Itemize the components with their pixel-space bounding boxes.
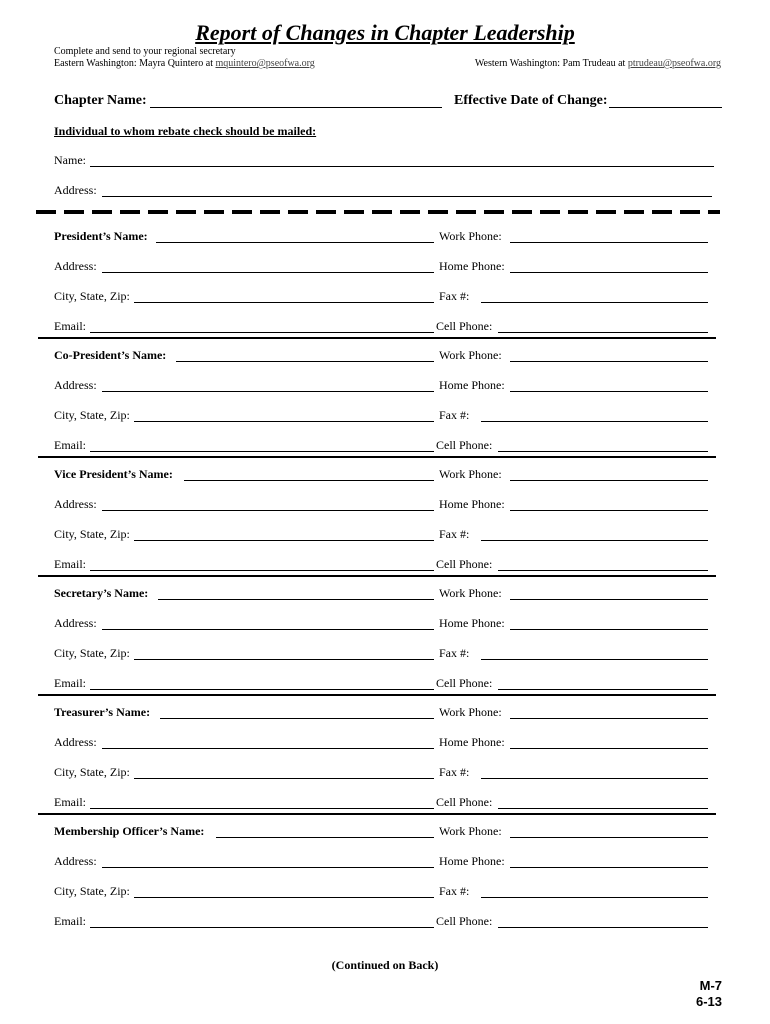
section-divider xyxy=(38,337,716,339)
president-city-row xyxy=(54,288,710,304)
rebate-name-label: Name: xyxy=(54,153,86,167)
membership-officer-email-row xyxy=(54,913,710,929)
secretary-cell-field[interactable] xyxy=(498,689,708,690)
membership-officer-fax-field[interactable] xyxy=(481,897,708,898)
secretary-city-row xyxy=(54,645,710,661)
secretary-fax-label: Fax #: xyxy=(439,646,470,660)
treasurer-cell-field[interactable] xyxy=(498,808,708,809)
secretary-home-field[interactable] xyxy=(510,629,708,630)
rebate-name-field[interactable] xyxy=(90,166,714,167)
western-contact-label: Western Washington: Pam Trudeau at xyxy=(474,58,628,69)
treasurer-address-label: Address: xyxy=(54,735,97,749)
membership-officer-address-label: Address: xyxy=(54,854,97,868)
vice-president-work-label: Work Phone: xyxy=(439,467,502,481)
treasurer-work-field[interactable] xyxy=(510,718,708,719)
page-title: Report of Changes in Chapter Leadership xyxy=(195,20,575,45)
vice-president-title-field[interactable] xyxy=(184,480,434,481)
co-president-home-field[interactable] xyxy=(510,391,708,392)
section-divider xyxy=(38,456,716,458)
vice-president-city-label: City, State, Zip: xyxy=(54,527,130,541)
president-email-row xyxy=(54,318,710,334)
rebate-address-row xyxy=(54,184,712,198)
co-president-address-field[interactable] xyxy=(102,391,434,392)
section-divider xyxy=(38,694,716,696)
co-president-work-field[interactable] xyxy=(510,361,708,362)
secretary-email-label: Email: xyxy=(54,676,86,690)
vice-president-email-label: Email: xyxy=(54,557,86,571)
membership-officer-city-row xyxy=(54,883,710,899)
co-president-fax-field[interactable] xyxy=(481,421,708,422)
membership-officer-title-row xyxy=(54,823,710,839)
chapter-name-field[interactable] xyxy=(150,107,442,108)
membership-officer-cell-label: Cell Phone: xyxy=(436,914,493,928)
president-section xyxy=(54,228,710,347)
president-address-field[interactable] xyxy=(102,272,434,273)
vice-president-city-row xyxy=(54,526,710,542)
membership-officer-work-field[interactable] xyxy=(510,837,708,838)
membership-officer-section xyxy=(54,823,710,942)
co-president-title-label: Co-President’s Name: xyxy=(54,348,167,362)
secretary-section xyxy=(54,585,710,704)
treasurer-fax-field[interactable] xyxy=(481,778,708,779)
president-address-row xyxy=(54,258,710,274)
treasurer-work-label: Work Phone: xyxy=(439,705,502,719)
president-email-field[interactable] xyxy=(90,332,434,333)
vice-president-cell-label: Cell Phone: xyxy=(436,557,493,571)
intro-line: Complete and send to your regional secretary xyxy=(54,46,236,57)
vice-president-email-field[interactable] xyxy=(90,570,434,571)
treasurer-title-field[interactable] xyxy=(160,718,434,719)
treasurer-cell-label: Cell Phone: xyxy=(436,795,493,809)
president-work-label: Work Phone: xyxy=(439,229,502,243)
membership-officer-city-label: City, State, Zip: xyxy=(54,884,130,898)
western-contact xyxy=(475,58,721,70)
vice-president-section xyxy=(54,466,710,585)
president-title-field[interactable] xyxy=(156,242,434,243)
treasurer-section xyxy=(54,704,710,823)
president-title-label: President’s Name: xyxy=(54,229,148,243)
secretary-city-field[interactable] xyxy=(134,659,434,660)
vice-president-fax-field[interactable] xyxy=(481,540,708,541)
membership-officer-email-label: Email: xyxy=(54,914,86,928)
membership-officer-city-field[interactable] xyxy=(134,897,434,898)
continued-note: (Continued on Back) xyxy=(331,958,439,972)
effective-date-field[interactable] xyxy=(609,107,722,108)
co-president-title-row xyxy=(54,347,710,363)
secretary-title-row xyxy=(54,585,710,601)
secretary-title-label: Secretary’s Name: xyxy=(54,586,149,600)
form-code xyxy=(696,978,722,1010)
membership-officer-work-label: Work Phone: xyxy=(439,824,502,838)
secretary-email-field[interactable] xyxy=(90,689,434,690)
secretary-address-field[interactable] xyxy=(102,629,434,630)
co-president-city-label: City, State, Zip: xyxy=(54,408,130,422)
vice-president-home-field[interactable] xyxy=(510,510,708,511)
eastern-contact-label: Eastern Washington: Mayra Quintero at xyxy=(54,58,216,69)
vice-president-title-label: Vice President’s Name: xyxy=(54,467,173,481)
secretary-city-label: City, State, Zip: xyxy=(54,646,130,660)
vice-president-fax-label: Fax #: xyxy=(439,527,470,541)
membership-officer-title-field[interactable] xyxy=(216,837,434,838)
effective-date-label: Effective Date of Change: xyxy=(454,93,608,108)
co-president-section xyxy=(54,347,710,466)
cut-line-divider xyxy=(36,210,720,214)
treasurer-home-field[interactable] xyxy=(510,748,708,749)
membership-officer-fax-label: Fax #: xyxy=(439,884,470,898)
co-president-address-row xyxy=(54,377,710,393)
president-title-row xyxy=(54,228,710,244)
treasurer-email-row xyxy=(54,794,710,810)
membership-officer-address-field[interactable] xyxy=(102,867,434,868)
president-home-label: Home Phone: xyxy=(439,259,505,273)
secretary-work-field[interactable] xyxy=(510,599,708,600)
treasurer-city-row xyxy=(54,764,710,780)
membership-officer-email-field[interactable] xyxy=(90,927,434,928)
secretary-address-row xyxy=(54,615,710,631)
president-city-label: City, State, Zip: xyxy=(54,289,130,303)
treasurer-title-label: Treasurer’s Name: xyxy=(54,705,151,719)
vice-president-cell-field[interactable] xyxy=(498,570,708,571)
treasurer-fax-label: Fax #: xyxy=(439,765,470,779)
vice-president-city-field[interactable] xyxy=(134,540,434,541)
treasurer-title-row xyxy=(54,704,710,720)
co-president-work-label: Work Phone: xyxy=(439,348,502,362)
vice-president-work-field[interactable] xyxy=(510,480,708,481)
co-president-fax-label: Fax #: xyxy=(439,408,470,422)
president-cell-label: Cell Phone: xyxy=(436,319,493,333)
western-email-link[interactable]: ptrudeau@pseofwa.org xyxy=(627,58,721,69)
co-president-cell-field[interactable] xyxy=(498,451,708,452)
president-fax-label: Fax #: xyxy=(439,289,470,303)
secretary-fax-field[interactable] xyxy=(481,659,708,660)
co-president-address-label: Address: xyxy=(54,378,97,392)
rebate-address-label: Address: xyxy=(54,183,97,197)
president-work-field[interactable] xyxy=(510,242,708,243)
co-president-city-field[interactable] xyxy=(134,421,434,422)
co-president-cell-label: Cell Phone: xyxy=(436,438,493,452)
secretary-title-field[interactable] xyxy=(158,599,434,600)
membership-officer-title-label: Membership Officer’s Name: xyxy=(54,824,205,838)
secretary-cell-label: Cell Phone: xyxy=(436,676,493,690)
membership-officer-home-label: Home Phone: xyxy=(439,854,505,868)
intro-text xyxy=(54,46,315,70)
treasurer-city-field[interactable] xyxy=(134,778,434,779)
rebate-heading: Individual to whom rebate check should be mailed: xyxy=(54,124,317,138)
co-president-email-label: Email: xyxy=(54,438,86,452)
co-president-email-row xyxy=(54,437,710,453)
secretary-work-label: Work Phone: xyxy=(439,586,502,600)
vice-president-address-row xyxy=(54,496,710,512)
section-divider xyxy=(38,813,716,815)
president-city-field[interactable] xyxy=(134,302,434,303)
vice-president-title-row xyxy=(54,466,710,482)
treasurer-address-row xyxy=(54,734,710,750)
vice-president-address-field[interactable] xyxy=(102,510,434,511)
eastern-email-link[interactable]: mquintero@pseofwa.org xyxy=(215,58,315,69)
form-number: M-7 xyxy=(699,978,722,993)
secretary-address-label: Address: xyxy=(54,616,97,630)
section-divider xyxy=(38,575,716,577)
co-president-email-field[interactable] xyxy=(90,451,434,452)
president-email-label: Email: xyxy=(54,319,86,333)
president-home-field[interactable] xyxy=(510,272,708,273)
treasurer-home-label: Home Phone: xyxy=(439,735,505,749)
rebate-name-row xyxy=(54,154,714,168)
president-cell-field[interactable] xyxy=(498,332,708,333)
treasurer-address-field[interactable] xyxy=(102,748,434,749)
form-revision-date: 6-13 xyxy=(695,994,722,1009)
treasurer-email-label: Email: xyxy=(54,795,86,809)
chapter-row xyxy=(54,93,722,111)
vice-president-address-label: Address: xyxy=(54,497,97,511)
membership-officer-home-field[interactable] xyxy=(510,867,708,868)
secretary-email-row xyxy=(54,675,710,691)
membership-officer-cell-field[interactable] xyxy=(498,927,708,928)
treasurer-city-label: City, State, Zip: xyxy=(54,765,130,779)
rebate-address-field[interactable] xyxy=(102,196,712,197)
eastern-contact xyxy=(54,58,315,70)
co-president-home-label: Home Phone: xyxy=(439,378,505,392)
vice-president-email-row xyxy=(54,556,710,572)
president-address-label: Address: xyxy=(54,259,97,273)
chapter-name-label: Chapter Name: xyxy=(54,93,147,108)
co-president-title-field[interactable] xyxy=(176,361,434,362)
vice-president-home-label: Home Phone: xyxy=(439,497,505,511)
president-fax-field[interactable] xyxy=(481,302,708,303)
co-president-city-row xyxy=(54,407,710,423)
secretary-home-label: Home Phone: xyxy=(439,616,505,630)
treasurer-email-field[interactable] xyxy=(90,808,434,809)
membership-officer-address-row xyxy=(54,853,710,869)
